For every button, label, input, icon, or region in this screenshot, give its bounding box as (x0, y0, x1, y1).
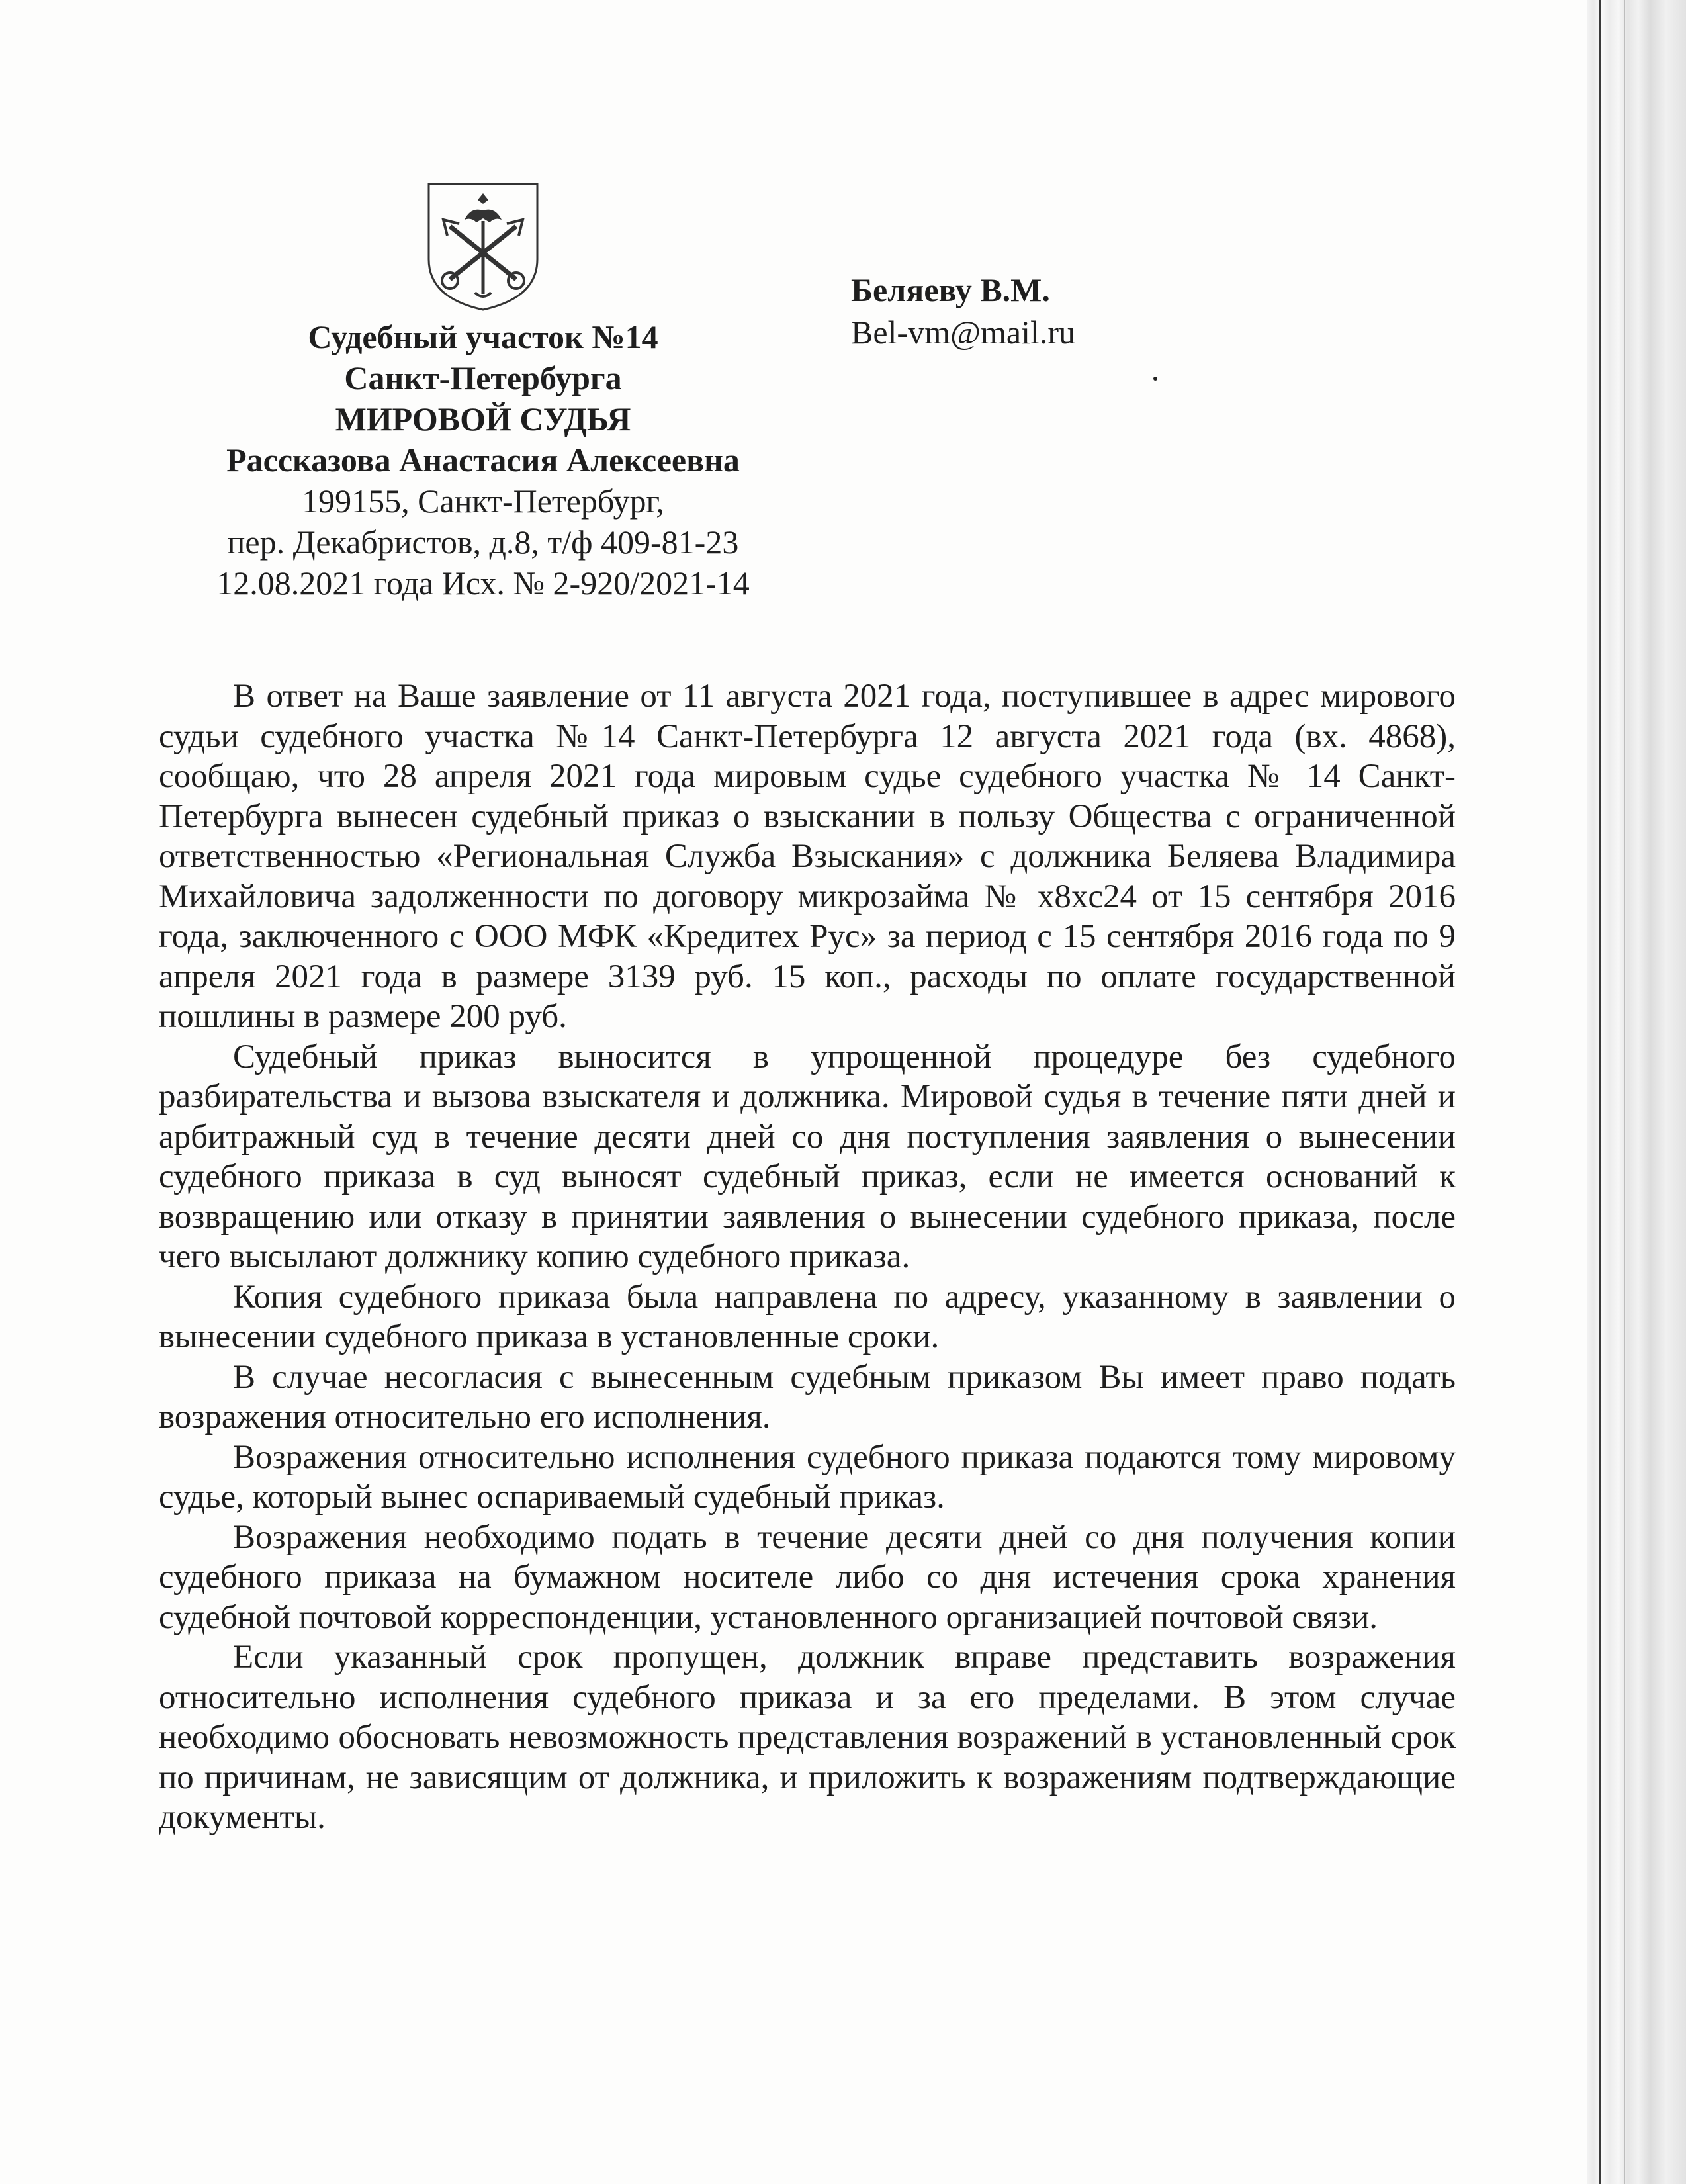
scan-edge-line (1624, 0, 1625, 2184)
recipient-name: Беляеву В.М. (851, 271, 1050, 308)
address-line-2: пер. Декабристов, д.8, т/ф 409-81-23 (227, 523, 739, 561)
reference-line: 12.08.2021 года Исх. № 2-920/2021-14 (216, 565, 750, 602)
saint-petersburg-coat-of-arms-icon (423, 180, 543, 312)
body-paragraph: Возражения необходимо подать в течение десяти дней со дня получения копии судебного приказа на бумажном носителе либо со дня истечения срока хранения судебной почтовой корреспонденции, установленного организацией почтовой связи. (159, 1518, 1456, 1636)
address-line-1: 199155, Санкт-Петербург, (302, 482, 664, 520)
court-header (159, 316, 807, 604)
body-paragraph: Судебный приказ выносится в упрощенной процедуре без судебного разбирательства и вызова взыскателя и должника. Мировой судья в течение пяти дней и арбитражный суд в течение десяти дней со дня поступления заявления о вынесении судебного приказа в суд выносят судебный приказ, если не имеется оснований к возвращению или отказу в принятии заявления о вынесении судебного приказа, после чего высылают должнику копию судебного приказа. (159, 1038, 1456, 1275)
judge-name: Рассказова Анастасия Алексеевна (226, 441, 740, 478)
recipient-block (851, 269, 1075, 353)
scan-edge-shadow (1599, 0, 1601, 2184)
body-paragraph: В случае несогласия с вынесенным судебным приказом Вы имеет право подать возражения относительно его исполнения. (159, 1358, 1456, 1435)
letter-body (159, 676, 1456, 1838)
scan-speck (1153, 377, 1157, 381)
body-paragraph: В ответ на Ваше заявление от 11 августа 2021 года, поступившее в адрес мирового судьи судебного участка №14 Санкт-Петербурга 12 августа 2021 года (вх. 4868), сообщаю, что 28 апреля 2021 года мировым судье судебного участка № 14 Санкт-Петербурга вынесен судебный приказ о взыскании в пользу Общества с ограниченной ответственностью «Региональная Служба Взыскания» с должника Беляева Владимира Михайловича задолженности по договору микрозайма № x8xc24 от 15 сентября 2016 года, заключенного с ООО МФК «Кредитех Рус» за период с 15 сентября 2016 года по 9 апреля 2021 года в размере 3139 руб. 15 коп., расходы по оплате государственной пошлины в размере 200 руб. (159, 678, 1456, 1035)
court-line-3: МИРОВОЙ СУДЬЯ (335, 400, 631, 437)
scanned-page-edge (1587, 0, 1686, 2184)
recipient-email: Bel-vm@mail.ru (851, 314, 1076, 351)
body-paragraph: Возражения относительно исполнения судебного приказа подаются тому мировому судье, который вынес оспариваемый судебный приказ. (159, 1438, 1456, 1516)
body-paragraph: Если указанный срок пропущен, должник вправе представить возражения относительно исполнения судебного приказа и за его пределами. В этом случае необходимо обосновать невозможность представления возражений в установленный срок по причинам, не зависящим от должника, и приложить к возражениям подтверждающие документы. (159, 1639, 1456, 1836)
court-line-2: Санкт-Петербурга (344, 359, 622, 396)
body-paragraph: Копия судебного приказа была направлена по адресу, указанному в заявлении о вынесении судебного приказа в установленные сроки. (159, 1278, 1456, 1355)
court-line-1: Судебный участок №14 (308, 318, 658, 355)
